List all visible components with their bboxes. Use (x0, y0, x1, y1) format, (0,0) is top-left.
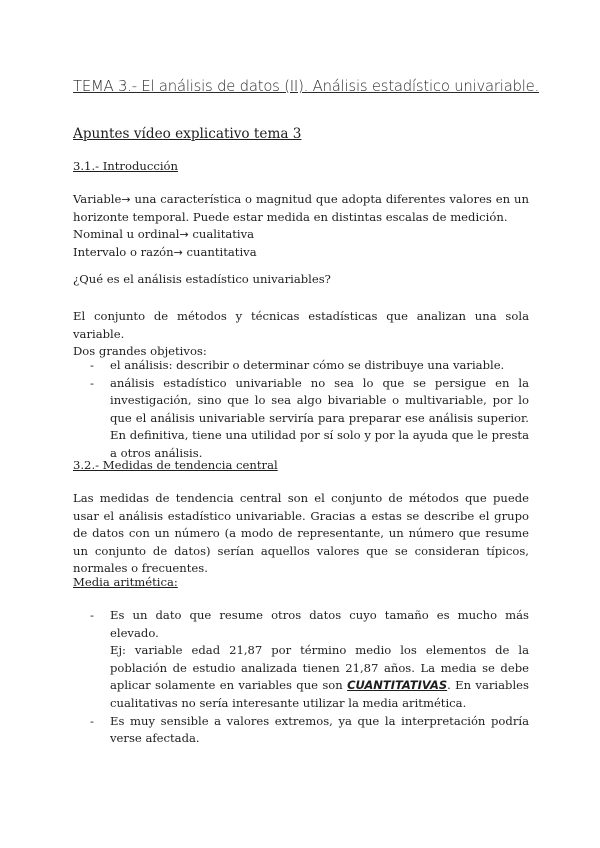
nominal-term: Nominal u ordinal (73, 227, 180, 242)
emphasized-term: CUANTITATIVAS (347, 678, 448, 693)
interval-def: cuantitativa (182, 244, 257, 259)
section-heading-intro: 3.1.- Introducción (73, 159, 178, 173)
dash-bullet: - (90, 608, 94, 622)
section-heading-central-tendency: 3.2.- Medidas de tendencia central (73, 458, 278, 472)
list-item: - el análisis: describir o determinar cómo se distribuye una variable. (73, 357, 529, 375)
objectives-list (73, 357, 529, 463)
list-item: - análisis estadístico univariable no sea lo que se persigue en la investigación, sino que lo sea algo bivariable o multivariable, por lo que el análisis univariable serviría para preparar ese análisis superior. En definitiva, tiene una utilidad por sí solo y por la ayuda que le presta a otros análisis. (90, 375, 529, 460)
answer-line-1: El conjunto de métodos y técnicas estadísticas que analizan una sola variable. (73, 309, 529, 341)
central-tendency-intro: Las medidas de tendencia central son el conjunto de métodos que puede usar el análisis estadístico univariable. Gracias a estas se describe el grupo de datos con un número (a modo de representante, un número que resume un conjunto de datos) serían aquellos valores que se consideran típicos, normales o frecuentes. (73, 491, 529, 576)
answer-line-2: Dos grandes objetivos: (73, 344, 207, 359)
arrow-icon: → (121, 193, 131, 206)
arrow-icon: → (179, 228, 189, 242)
nominal-def: cualitativa (188, 227, 255, 242)
media-heading: Media aritmética: (73, 575, 178, 589)
dash-bullet: - (90, 713, 94, 728)
dash-bullet: - (90, 375, 94, 390)
variable-term: Variable (73, 192, 122, 206)
media-list (73, 607, 529, 748)
variable-definition (73, 191, 529, 261)
question-text: ¿Qué es el análisis estadístico univariables? (73, 272, 331, 286)
list-item: - Es un dato que resume otros datos cuyo tamaño es mucho más elevado. Ej: variable edad 21,87 por término medio los elementos de la población de estudio analizada tienen 21,87 años. La media se debe aplicar solamente en variables que son CUANTITATIVAS. En variables cualitativas no sería interesante utilizar la media aritmética. (90, 608, 529, 710)
answer-paragraph (73, 308, 529, 361)
dash-bullet: - (90, 358, 94, 372)
subtitle: Apuntes vídeo explicativo tema 3 (73, 126, 302, 142)
variable-def: una característica o magnitud que adopta diferentes valores en un horizonte temporal. Puede estar medida en distintas escalas de medición. (73, 192, 529, 224)
arrow-icon: → (173, 245, 183, 259)
interval-term: Intervalo o razón (73, 244, 174, 259)
list-item: - Es muy sensible a valores extremos, ya que la interpretación podría verse afectada. (90, 713, 529, 746)
page-title: TEMA 3.- El análisis de datos (II). Análisis estadístico univariable. (73, 78, 540, 95)
